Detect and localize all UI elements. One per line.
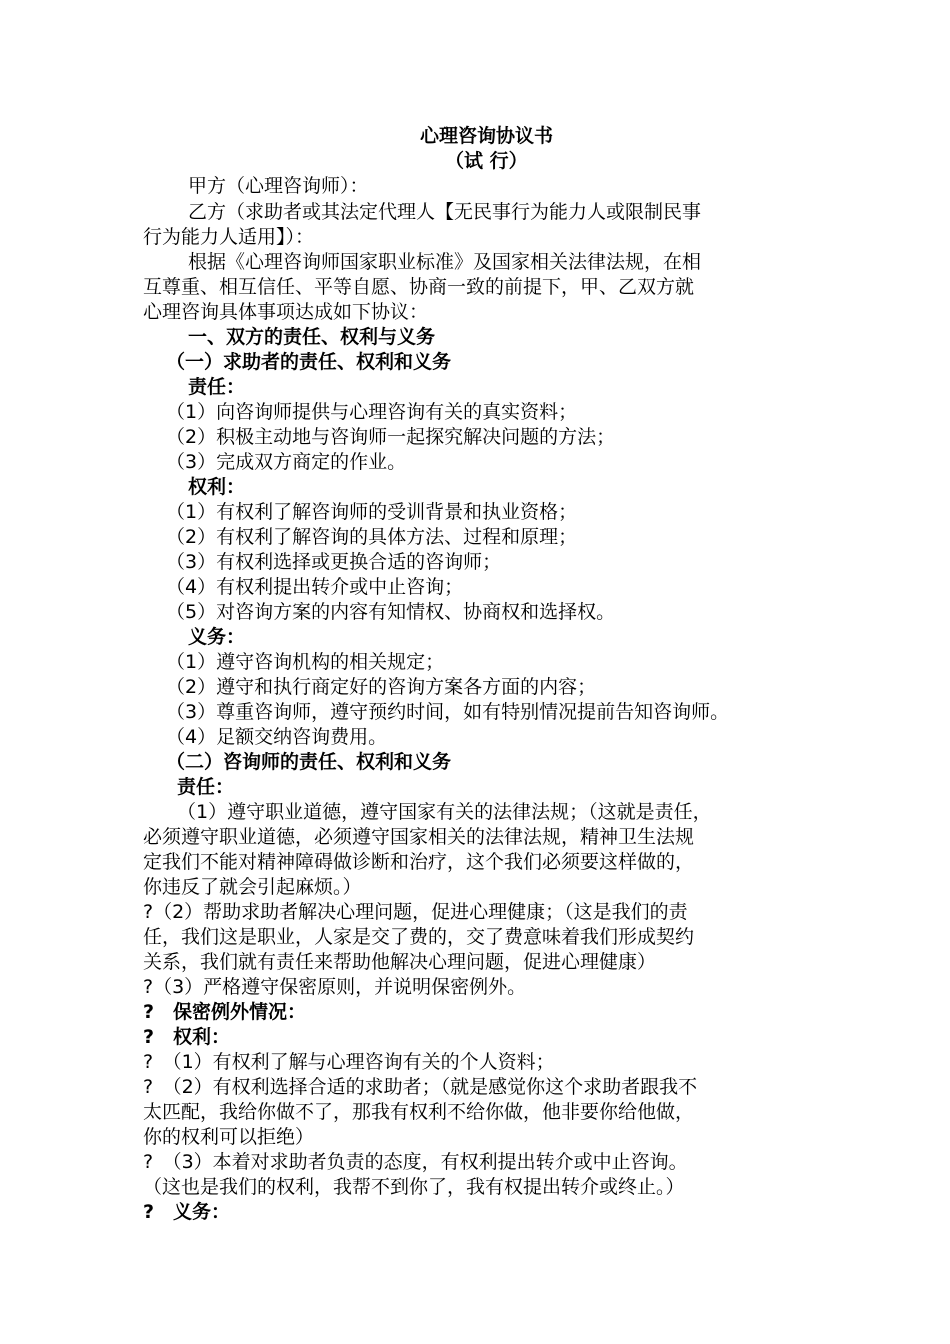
list-item: （2）积极主动地与咨询师一起探究解决问题的方法；: [166, 426, 616, 448]
party-b-line-cont: 行为能力人适用】）：: [143, 226, 315, 248]
paragraph-line: （1）遵守职业道德，遵守国家有关的法律法规；（这就是责任，: [177, 801, 712, 823]
paragraph-line: 关系，我们就有责任来帮助他解决心理问题，促进心理健康）: [143, 951, 657, 973]
list-item: （3）有权利选择或更换合适的咨询师；: [166, 551, 502, 573]
paragraph-line: （这也是我们的权利，我帮不到你了，我有权提出转介或终止。）: [143, 1176, 685, 1198]
list-item: ? （1）有权利了解与心理咨询有关的个人资料；: [143, 1051, 555, 1073]
list-item: （5）对咨询方案的内容有知情权、协商权和选择权。: [166, 601, 616, 623]
section-heading: 一、双方的责任、权利与义务: [188, 326, 436, 348]
subsection-heading: （一）求助者的责任、权利和义务: [166, 351, 452, 373]
label-obligations: 义务：: [188, 626, 246, 648]
label-confidentiality-exceptions: ? 保密例外情况：: [143, 1001, 307, 1023]
list-item: （4）足额交纳咨询费用。: [166, 726, 388, 748]
paragraph-line: 你的权利可以拒绝）: [143, 1126, 315, 1148]
doc-subtitle: （试 行）: [445, 150, 528, 172]
list-item: ? （3）本着对求助者负责的态度，有权利提出转介或中止咨询。: [143, 1151, 688, 1173]
list-item: （3）完成双方商定的作业。: [166, 451, 407, 473]
label-rights: ? 权利：: [143, 1026, 231, 1048]
preamble-line: 根据《心理咨询师国家职业标准》及国家相关法律法规，在相: [188, 251, 702, 273]
party-a-line: 甲方（心理咨询师）：: [188, 175, 369, 197]
paragraph-line: ?（2）帮助求助者解决心理问题，促进心理健康；（这是我们的责: [143, 901, 688, 923]
list-item: （1）遵守咨询机构的相关规定；: [166, 651, 445, 673]
doc-title: 心理咨询协议书: [420, 125, 554, 147]
party-b-line: 乙方（求助者或其法定代理人【无民事行为能力人或限制民事: [188, 201, 702, 223]
paragraph-line: 你违反了就会引起麻烦。）: [143, 876, 362, 898]
paragraph-line: ?（3）严格遵守保密原则，并说明保密例外。: [143, 976, 527, 998]
paragraph-line: 必须遵守职业道德，必须遵守国家相关的法律法规，精神卫生法规: [143, 826, 695, 848]
preamble-line: 互尊重、相互信任、平等自愿、协商一致的前提下，甲、乙双方就: [143, 276, 695, 298]
paragraph-line: 定我们不能对精神障碍做诊断和治疗，这个我们必须要这样做的，: [143, 851, 695, 873]
paragraph-line: 任，我们这是职业，人家是交了费的，交了费意味着我们形成契约: [143, 926, 695, 948]
preamble-line: 心理咨询具体事项达成如下协议：: [143, 301, 429, 323]
label-rights: 权利：: [188, 476, 246, 498]
label-responsibility: 责任：: [188, 376, 246, 398]
list-item: （2）有权利了解咨询的具体方法、过程和原理；: [166, 526, 578, 548]
list-item: ? （2）有权利选择合适的求助者；（就是感觉你这个求助者跟我不: [143, 1076, 698, 1098]
list-item: （3）尊重咨询师，遵守预约时间，如有特别情况提前告知咨询师。: [166, 701, 730, 723]
list-item: （2）遵守和执行商定好的咨询方案各方面的内容；: [166, 676, 597, 698]
list-item: （1）有权利了解咨询师的受训背景和执业资格；: [166, 501, 578, 523]
list-item: （1）向咨询师提供与心理咨询有关的真实资料；: [166, 401, 578, 423]
subsection-heading: （二）咨询师的责任、权利和义务: [166, 751, 452, 773]
list-item: （4）有权利提出转介或中止咨询；: [166, 576, 464, 598]
label-responsibility: 责任：: [177, 776, 235, 798]
label-obligations: ? 义务：: [143, 1201, 231, 1223]
paragraph-line: 太匹配，我给你做不了，那我有权利不给你做，他非要你给他做，: [143, 1101, 695, 1123]
